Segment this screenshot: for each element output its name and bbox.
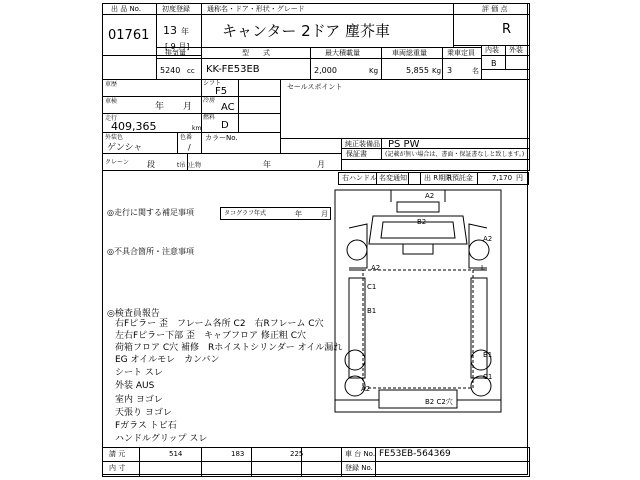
capacity-unit: 名 (472, 67, 479, 75)
report-line: 左右Fピラー下部 歪 キャブフロア 修正粗 C穴 (115, 331, 307, 341)
ac-value: AC (221, 102, 235, 113)
inspection-year-unit: 年 (155, 102, 165, 112)
price-2: 183 (231, 450, 245, 458)
recycle-unit: 円 (516, 174, 523, 182)
mark-c1-left: C1 (367, 283, 377, 291)
lot-label: 出 品 No. (111, 5, 142, 13)
mileage-cell (102, 113, 202, 133)
first-reg-label: 初度登録 (162, 5, 190, 13)
report-line: 天張り ヨゴレ (115, 408, 172, 418)
report-line: 室内 ヨゴレ (115, 395, 163, 405)
report-line: EG オイルモレ カンバン (115, 355, 220, 365)
vin-value: FE53EB-564369 (379, 449, 451, 459)
tacho-cell (220, 207, 331, 220)
capacity-label: 乗車定員 (447, 49, 475, 57)
mark-a2-right: A2 (483, 235, 493, 243)
model-type-cell (201, 58, 311, 80)
color-no-sep: / (188, 143, 191, 152)
report-title: ◎検査員報告 (107, 309, 160, 319)
crane-label: クレーン (105, 159, 129, 166)
reg-no-label: 登録 No. (345, 464, 373, 472)
mark-l: L (481, 264, 485, 272)
crane-year-unit: 年 (263, 160, 271, 169)
sales-blank-cell (280, 138, 342, 154)
gross-weight-cell (381, 58, 443, 80)
ac-label: 冷房 (203, 97, 216, 104)
mark-c1-right: C1 (483, 373, 493, 381)
gross-weight-label: 車両総重量 (392, 49, 427, 57)
price-label: 請 元 (109, 450, 126, 458)
lot-number-cell (102, 14, 157, 56)
report-line: シート スレ (115, 368, 163, 378)
lot-number: 01761 (108, 28, 150, 43)
history-label: 車歴 (105, 81, 118, 88)
tacho-year-unit: 年 (295, 210, 302, 218)
max-load-cell (310, 58, 382, 80)
crane-ton-unit: t吊り (177, 162, 192, 169)
report-line: ハンドルグリップ スレ (115, 434, 208, 444)
price-1: 514 (169, 450, 183, 458)
color-no-cell (177, 132, 202, 154)
inspection-cell (102, 96, 202, 114)
options-value: PS PW (388, 139, 420, 150)
shift-label: シフト (203, 80, 222, 87)
mileage-label: 走行 (105, 115, 118, 122)
reg-year: 13 (163, 24, 177, 37)
color-no-label2: カラーNo. (205, 134, 238, 142)
name-change-label: 名変通知 (379, 174, 407, 182)
capacity: 3 (447, 66, 453, 75)
mark-a2-rear-left: A2 (361, 385, 371, 393)
warranty-note: (記載が無い場合は、書面・保証書なしと致します。) (385, 151, 525, 158)
mileage-value: 409,365 (111, 120, 157, 133)
exterior-label: 外装 (509, 46, 523, 54)
mark-a2-left: A2 (371, 264, 381, 272)
shift-value: F5 (215, 86, 228, 97)
report-line: Fガラス トビ石 (115, 421, 177, 431)
gross-weight: 5,855 (406, 66, 429, 75)
handle-value: 右ハンドル (342, 174, 377, 182)
car-name: キャンター 2ドア 塵芥車 (222, 22, 391, 40)
color-no2-cell (201, 132, 281, 154)
ext-color-value: ゲンシャ (107, 143, 143, 153)
mark-b2-cab: B2 (417, 218, 427, 226)
grade-value: R (502, 22, 512, 37)
defects-title: ◎不具合箇所・注意事項 (107, 247, 194, 256)
model-type-label: 型 式 (242, 49, 270, 57)
color-no-label: 色番 (180, 134, 193, 141)
fuel-value: D (221, 120, 229, 131)
car-name-label: 通称名・ドア・形状・グレード (207, 5, 305, 13)
mark-b1-right: B1 (483, 351, 493, 359)
warranty-label: 保証書 (346, 150, 367, 158)
mileage-unit: km (192, 125, 202, 132)
mark-a2-top: A2 (425, 192, 435, 200)
capacity-cell (442, 58, 482, 80)
grade-label: 評 価 点 (482, 5, 508, 13)
deadline-label: 出 R期限 (424, 174, 453, 182)
max-load: 2,000 (314, 66, 337, 75)
inspection-label: 車検 (105, 98, 118, 105)
tacho-month-unit: 月 (321, 210, 328, 218)
reg-month: [ 9 月] (165, 42, 190, 51)
displacement-cell (156, 58, 202, 80)
sales-point-cell (280, 79, 530, 139)
damage-diagram (333, 188, 503, 414)
displacement: 5240 (160, 66, 181, 75)
ext-color-label: 外装色 (105, 134, 124, 141)
odometer-title: ◎走行に関する補足事項 (107, 208, 194, 217)
crane-month-unit: 月 (317, 160, 325, 169)
footer (102, 447, 530, 477)
exterior-grade-cell (505, 55, 530, 70)
interior-label: 内装 (485, 46, 499, 54)
crane-right-cell (341, 159, 530, 171)
displacement-label: 排気量 (165, 49, 186, 57)
report-line: 外装 AUS (115, 381, 155, 391)
model-type: KK-FE53EB (206, 64, 260, 75)
max-load-label: 最大積載量 (325, 49, 360, 57)
gross-weight-unit: Kg (432, 67, 442, 75)
history-cell (102, 79, 202, 97)
price-3: 225 (290, 450, 304, 458)
vin-label: 車 台 No. (345, 450, 376, 458)
tacho-label: タコグラフ年式 (224, 210, 267, 217)
spec-values-cell (201, 79, 281, 133)
interior-grade-cell (481, 55, 506, 70)
name-change-box (408, 172, 421, 185)
report-line: 荷箱フロア C穴 補修 Rホイストシリンダー オイル漏れ (115, 343, 343, 353)
crane-cell (102, 153, 342, 171)
inner-size-label: 内 寸 (109, 464, 126, 472)
mark-rear: B2 C2穴 (425, 398, 453, 406)
sales-point-label: セールスポイント (287, 83, 343, 91)
reg-year-unit: 年 (181, 27, 189, 36)
ext-color-cell (102, 132, 178, 154)
recycle-amount: 7,170 (492, 174, 513, 182)
crane-reg-label: 上物 (189, 162, 202, 169)
max-load-unit: Kg (369, 67, 379, 75)
mark-b1-left: B1 (367, 307, 377, 315)
interior-grade: B (491, 59, 497, 68)
recycle-label: R預託金 (447, 174, 473, 182)
displacement-unit: cc (187, 67, 195, 75)
options-label: 純正装備品 (345, 140, 380, 148)
crane-stage-unit: 段 (147, 160, 155, 169)
fuel-label: 燃料 (203, 114, 216, 121)
inspection-month-unit: 月 (183, 102, 193, 112)
grade-cell (453, 14, 530, 46)
car-name-cell (201, 14, 454, 48)
report-line: 右Fピラー 歪 フレーム各所 C2 右Rフレーム C穴 (115, 319, 324, 329)
